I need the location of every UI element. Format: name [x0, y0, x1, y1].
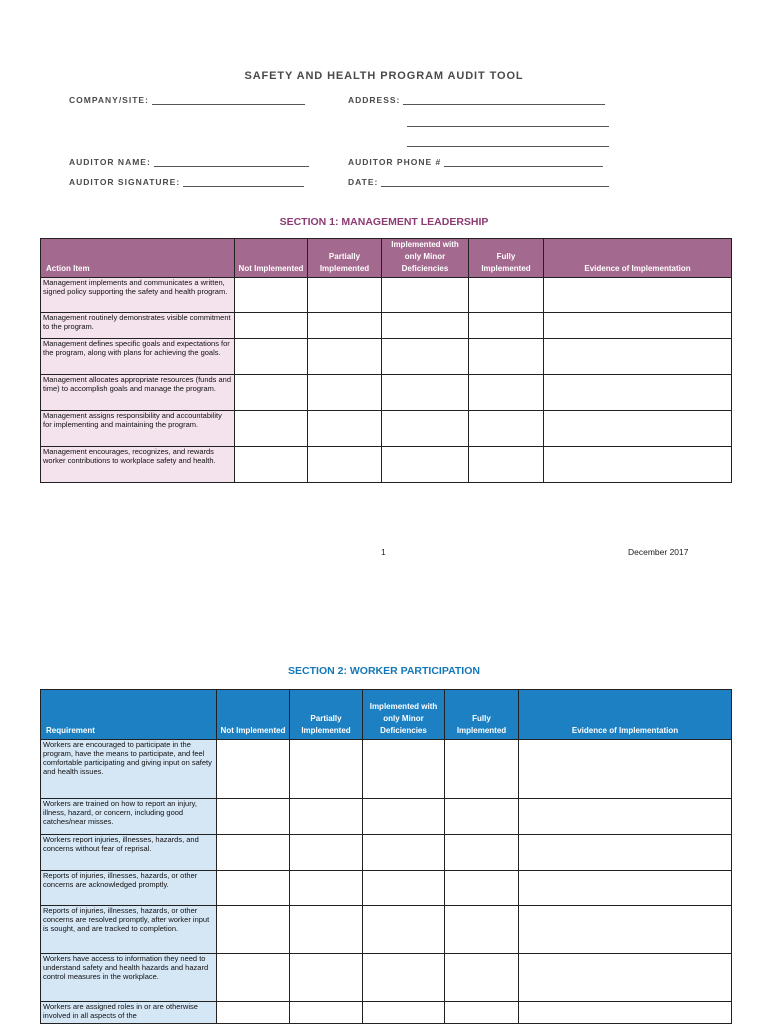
company-site-line — [152, 95, 305, 105]
fully-implemented-cell[interactable] — [469, 375, 544, 411]
partially-implemented-cell[interactable] — [290, 1002, 363, 1024]
table-row — [41, 1002, 732, 1024]
table-row — [41, 278, 732, 313]
requirement-cell: Workers are trained on how to report an injury, illness, hazard, or concern, including good catches/near misses. — [41, 799, 217, 835]
fully-implemented-cell[interactable] — [445, 799, 519, 835]
col-header-minor-deficiencies: Implemented with only Minor Deficiencies — [382, 239, 469, 278]
auditor-phone-field[interactable] — [348, 157, 603, 167]
minor-deficiencies-cell[interactable] — [363, 740, 445, 799]
fully-implemented-cell[interactable] — [445, 871, 519, 906]
auditor-name-label: AUDITOR NAME: — [69, 157, 151, 167]
requirement-cell: Workers are encouraged to participate in the program, have the means to participate, and feel comfortable participating and giving input on safety and health issues. — [41, 740, 217, 799]
partially-implemented-cell[interactable] — [308, 339, 382, 375]
table-row — [41, 906, 732, 954]
partially-implemented-cell[interactable] — [290, 835, 363, 871]
requirement-cell: Workers report injuries, illnesses, hazards, and concerns without fear of reprisal. — [41, 835, 217, 871]
fully-implemented-cell[interactable] — [469, 447, 544, 483]
fully-implemented-cell[interactable] — [469, 313, 544, 339]
not-implemented-cell[interactable] — [217, 740, 290, 799]
table-row — [41, 411, 732, 447]
partially-implemented-cell[interactable] — [290, 740, 363, 799]
col-header-fully-implemented: Fully Implemented — [469, 239, 544, 278]
minor-deficiencies-cell[interactable] — [382, 411, 469, 447]
address-line-3[interactable] — [407, 146, 609, 147]
auditor-signature-line — [183, 177, 304, 187]
partially-implemented-cell[interactable] — [308, 278, 382, 313]
footer-date: December 2017 — [628, 547, 689, 557]
document-title: SAFETY AND HEALTH PROGRAM AUDIT TOOL — [244, 70, 524, 82]
evidence-cell[interactable] — [519, 1002, 732, 1024]
not-implemented-cell[interactable] — [235, 278, 308, 313]
section2-title: SECTION 2: WORKER PARTICIPATION — [288, 665, 480, 677]
address-field[interactable] — [348, 95, 605, 105]
minor-deficiencies-cell[interactable] — [363, 799, 445, 835]
minor-deficiencies-cell[interactable] — [382, 278, 469, 313]
minor-deficiencies-cell[interactable] — [382, 375, 469, 411]
not-implemented-cell[interactable] — [235, 447, 308, 483]
col-header-minor-deficiencies: Implemented with only Minor Deficiencies — [363, 690, 445, 740]
minor-deficiencies-cell[interactable] — [363, 835, 445, 871]
company-site-field[interactable] — [69, 95, 305, 105]
partially-implemented-cell[interactable] — [290, 906, 363, 954]
minor-deficiencies-cell[interactable] — [363, 954, 445, 1002]
evidence-cell[interactable] — [519, 835, 732, 871]
fully-implemented-cell[interactable] — [469, 278, 544, 313]
minor-deficiencies-cell[interactable] — [382, 313, 469, 339]
partially-implemented-cell[interactable] — [308, 411, 382, 447]
address-line-1 — [403, 95, 605, 105]
date-line — [381, 177, 609, 187]
section2-table — [40, 689, 732, 1024]
fully-implemented-cell[interactable] — [445, 906, 519, 954]
action-item-cell: Management assigns responsibility and accountability for implementing and maintaining the program. — [41, 411, 235, 447]
not-implemented-cell[interactable] — [217, 1002, 290, 1024]
not-implemented-cell[interactable] — [217, 954, 290, 1002]
evidence-cell[interactable] — [519, 740, 732, 799]
evidence-cell[interactable] — [519, 871, 732, 906]
auditor-signature-label: AUDITOR SIGNATURE: — [69, 177, 181, 187]
fully-implemented-cell[interactable] — [469, 411, 544, 447]
table-row — [41, 375, 732, 411]
col-header-fully-implemented: Fully Implemented — [445, 690, 519, 740]
address-line-2[interactable] — [407, 126, 609, 127]
evidence-cell[interactable] — [544, 339, 732, 375]
evidence-cell[interactable] — [519, 906, 732, 954]
address-label: ADDRESS: — [348, 95, 401, 105]
not-implemented-cell[interactable] — [235, 339, 308, 375]
table-row — [41, 871, 732, 906]
section1-title: SECTION 1: MANAGEMENT LEADERSHIP — [279, 216, 489, 228]
minor-deficiencies-cell[interactable] — [363, 871, 445, 906]
col-header-evidence: Evidence of Implementation — [544, 239, 732, 278]
table-row — [41, 447, 732, 483]
minor-deficiencies-cell[interactable] — [382, 447, 469, 483]
partially-implemented-cell[interactable] — [308, 375, 382, 411]
not-implemented-cell[interactable] — [235, 411, 308, 447]
col-header-not-implemented: Not Implemented — [217, 690, 290, 740]
table-row — [41, 799, 732, 835]
evidence-cell[interactable] — [544, 411, 732, 447]
not-implemented-cell[interactable] — [235, 313, 308, 339]
evidence-cell[interactable] — [519, 799, 732, 835]
minor-deficiencies-cell[interactable] — [363, 1002, 445, 1024]
fully-implemented-cell[interactable] — [445, 835, 519, 871]
table-row — [41, 339, 732, 375]
auditor-name-field[interactable] — [69, 157, 309, 167]
minor-deficiencies-cell[interactable] — [382, 339, 469, 375]
company-site-label: COMPANY/SITE: — [69, 95, 149, 105]
col-header-partially-implemented: Partially Implemented — [290, 690, 363, 740]
col-header-not-implemented: Not Implemented — [235, 239, 308, 278]
requirement-cell: Reports of injuries, illnesses, hazards, or other concerns are resolved promptly, after worker input is sought, and are tracked to completion. — [41, 906, 217, 954]
fully-implemented-cell[interactable] — [469, 339, 544, 375]
partially-implemented-cell[interactable] — [290, 799, 363, 835]
partially-implemented-cell[interactable] — [290, 871, 363, 906]
action-item-cell: Management routinely demonstrates visible commitment to the program. — [41, 313, 235, 339]
evidence-cell[interactable] — [544, 278, 732, 313]
section2-header-row — [41, 690, 732, 740]
not-implemented-cell[interactable] — [217, 871, 290, 906]
auditor-name-line — [154, 157, 309, 167]
action-item-cell: Management implements and communicates a written, signed policy supporting the safety and health program. — [41, 278, 235, 313]
action-item-cell: Management allocates appropriate resources (funds and time) to accomplish goals and manage the program. — [41, 375, 235, 411]
col-header-evidence: Evidence of Implementation — [519, 690, 732, 740]
table-row — [41, 313, 732, 339]
requirement-cell: Reports of injuries, illnesses, hazards, or other concerns are acknowledged promptly. — [41, 871, 217, 906]
date-label: DATE: — [348, 177, 379, 187]
section1-header-row — [41, 239, 732, 278]
col-header-action-item: Action Item — [41, 239, 235, 278]
fully-implemented-cell[interactable] — [445, 1002, 519, 1024]
auditor-phone-line — [444, 157, 603, 167]
auditor-signature-field[interactable] — [69, 177, 304, 187]
table-row — [41, 835, 732, 871]
not-implemented-cell[interactable] — [217, 906, 290, 954]
evidence-cell[interactable] — [519, 954, 732, 1002]
table-row — [41, 954, 732, 1002]
section1-table — [40, 238, 732, 483]
date-field[interactable] — [348, 177, 609, 187]
action-item-cell: Management defines specific goals and expectations for the program, along with plans for achieving the goals. — [41, 339, 235, 375]
page-number: 1 — [381, 547, 386, 557]
not-implemented-cell[interactable] — [235, 375, 308, 411]
col-header-requirement: Requirement — [41, 690, 217, 740]
requirement-cell: Workers are assigned roles in or are otherwise involved in all aspects of the — [41, 1002, 217, 1024]
not-implemented-cell[interactable] — [217, 799, 290, 835]
partially-implemented-cell[interactable] — [308, 447, 382, 483]
evidence-cell[interactable] — [544, 375, 732, 411]
fully-implemented-cell[interactable] — [445, 740, 519, 799]
partially-implemented-cell[interactable] — [308, 313, 382, 339]
requirement-cell: Workers have access to information they need to understand safety and health hazards and hazard control measures in the workplace. — [41, 954, 217, 1002]
auditor-phone-label: AUDITOR PHONE # — [348, 157, 442, 167]
minor-deficiencies-cell[interactable] — [363, 906, 445, 954]
partially-implemented-cell[interactable] — [290, 954, 363, 1002]
evidence-cell[interactable] — [544, 447, 732, 483]
fully-implemented-cell[interactable] — [445, 954, 519, 1002]
table-row — [41, 740, 732, 799]
action-item-cell: Management encourages, recognizes, and rewards worker contributions to workplace safety and health. — [41, 447, 235, 483]
evidence-cell[interactable] — [544, 313, 732, 339]
col-header-partially-implemented: Partially Implemented — [308, 239, 382, 278]
not-implemented-cell[interactable] — [217, 835, 290, 871]
